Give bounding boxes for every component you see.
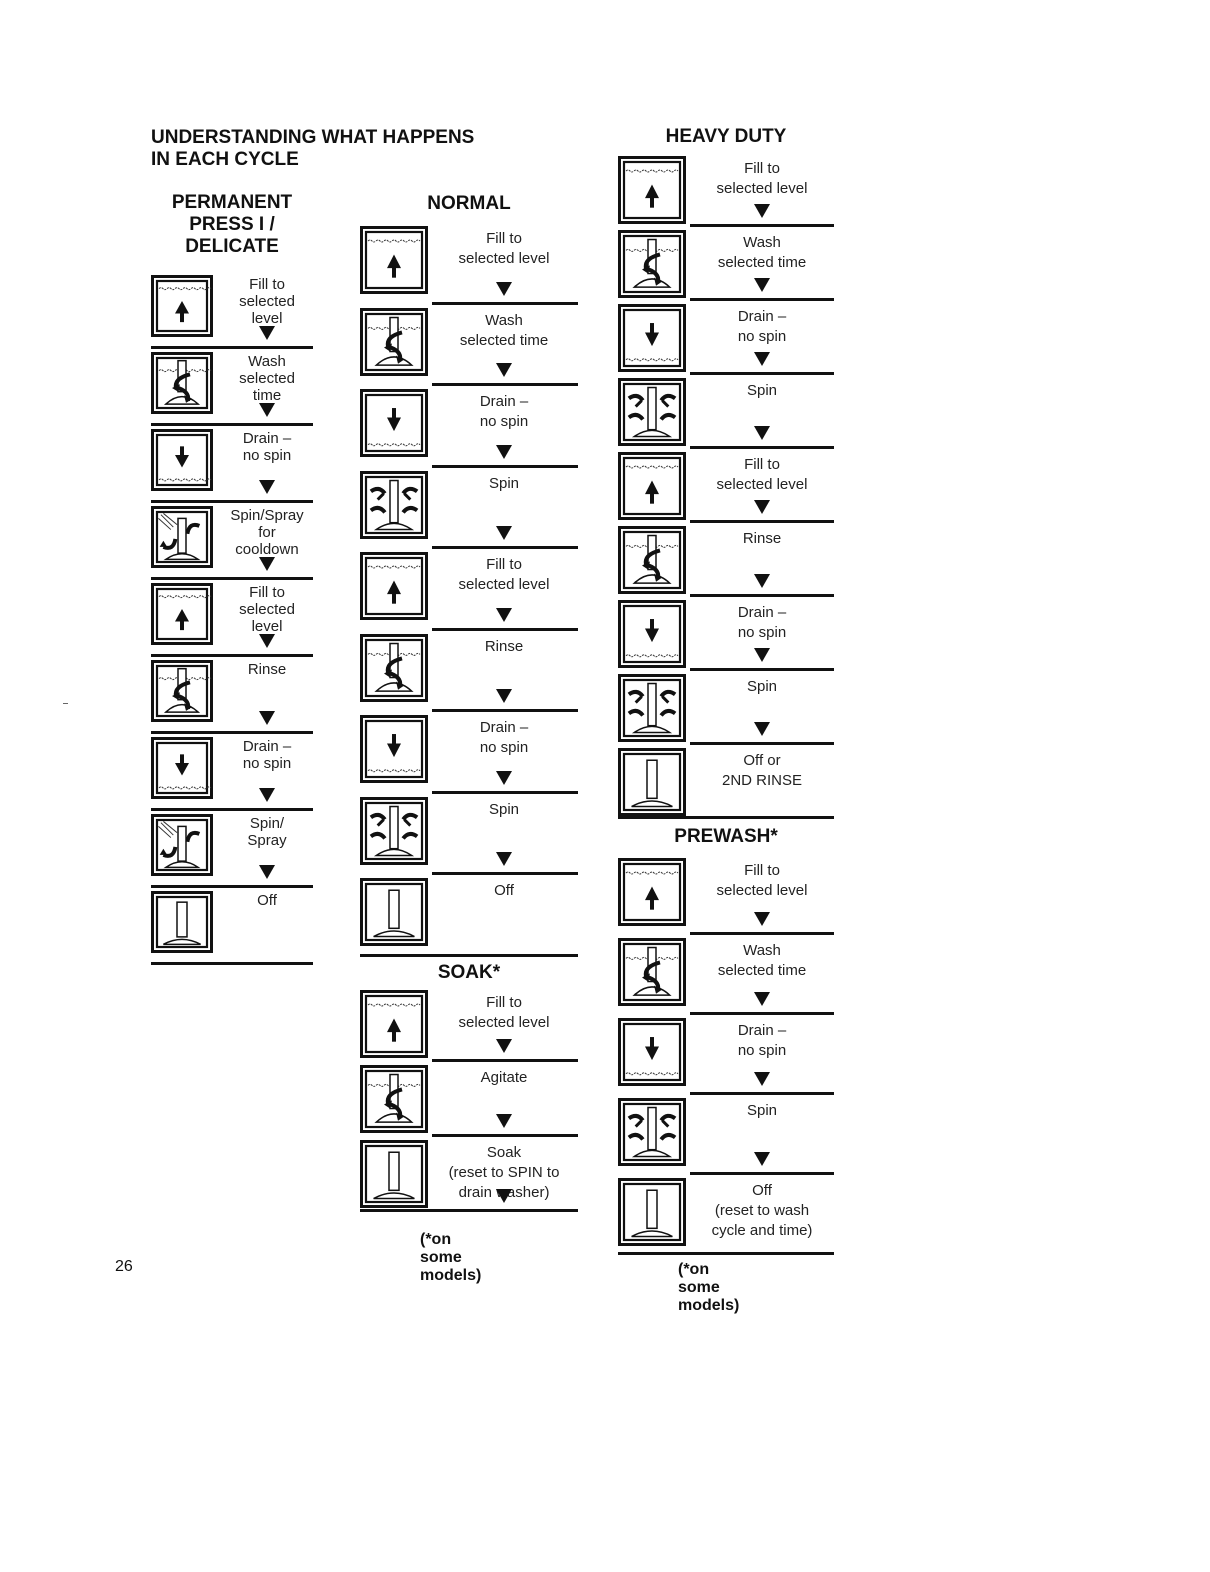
step-label-line: Fill to (486, 556, 522, 573)
step-label (432, 881, 576, 901)
step-label-line: cycle and time) (711, 1222, 813, 1239)
cycle-heading-line: PERMANENT (171, 192, 293, 213)
step-divider (690, 1172, 834, 1175)
step-label-line: Rinse (484, 637, 524, 655)
next-step-arrow (496, 282, 512, 296)
step-divider (432, 791, 578, 794)
cycle-heading-line: NORMAL (427, 193, 511, 214)
step-label-line: Spin (488, 800, 520, 818)
step-divider (432, 1059, 578, 1062)
next-step-arrow (754, 648, 770, 662)
step-label (690, 677, 834, 697)
step-divider (432, 709, 578, 712)
cycle-step (618, 674, 834, 748)
step-divider (432, 872, 578, 875)
cycle-heading-line: DELICATE (185, 236, 279, 257)
next-step-arrow (754, 204, 770, 218)
step-label-line: Spin (746, 1102, 778, 1119)
next-step-arrow (496, 771, 512, 785)
next-step-arrow (754, 352, 770, 366)
next-step-arrow (259, 788, 275, 802)
footnote: (*on some models) (678, 1261, 740, 1314)
agitator-off-icon (618, 1178, 686, 1251)
step-label-line: (reset to wash (714, 1202, 810, 1219)
cycle-step (151, 429, 313, 506)
step-label (690, 159, 834, 199)
step-label (690, 1181, 834, 1241)
step-divider (690, 372, 834, 375)
step-divider (690, 594, 834, 597)
page-title: UNDERSTANDING WHAT HAPPENS IN EACH CYCLE (151, 127, 475, 170)
step-divider (690, 668, 834, 671)
next-step-arrow (496, 526, 512, 540)
step-label-line: Rinse (247, 661, 287, 678)
next-step-arrow (754, 278, 770, 292)
cycle-step (151, 352, 313, 429)
cycle-heading-line: PREWASH* (674, 826, 778, 847)
cycle-step (618, 230, 834, 304)
step-label-line: selected (239, 370, 295, 387)
fill-tub-icon (151, 275, 213, 342)
step-label-line: no spin (242, 755, 292, 772)
agitator-wash-icon (618, 938, 686, 1011)
step-label (432, 1068, 576, 1088)
cycle-step (618, 1178, 834, 1258)
cycle-heading (618, 126, 834, 148)
cycle-step (360, 226, 578, 308)
agitator-wash-icon (618, 526, 686, 599)
step-label-line: Fill to (249, 276, 285, 293)
step-divider (151, 423, 313, 426)
spin-tub-icon (360, 797, 428, 870)
step-label (225, 353, 309, 404)
next-step-arrow (496, 852, 512, 866)
step-divider (432, 302, 578, 305)
spin-tub-icon (618, 674, 686, 747)
next-step-arrow (754, 912, 770, 926)
step-divider (151, 808, 313, 811)
step-divider (432, 628, 578, 631)
step-label-line: Drain – (242, 738, 292, 755)
next-step-arrow (754, 1152, 770, 1166)
step-label-line: Spin (746, 382, 778, 399)
drain-tub-icon (151, 737, 213, 804)
step-label-line: 2ND RINSE (721, 772, 803, 789)
cycle-step (360, 797, 578, 879)
step-label-line: selected level (716, 180, 808, 197)
drain-tub-icon (360, 389, 428, 462)
step-label-line: selected time (717, 254, 807, 271)
step-label (432, 555, 576, 595)
step-label-line: Spin (488, 474, 520, 492)
step-label-line: Wash (743, 234, 781, 251)
cycle-step (360, 878, 578, 960)
step-divider (690, 224, 834, 227)
step-label (225, 892, 309, 909)
agitator-off-icon (151, 891, 213, 958)
step-label (225, 738, 309, 772)
step-label-line: Drain – (479, 719, 529, 736)
step-label-line: Wash (485, 311, 523, 329)
agitator-wash-icon (360, 308, 428, 381)
spin-tub-icon (360, 471, 428, 544)
spin-spray-icon (151, 814, 213, 881)
cycle-step (618, 748, 834, 822)
step-divider (690, 1092, 834, 1095)
agitator-off-icon (360, 1140, 428, 1213)
drain-tub-icon (618, 304, 686, 377)
step-divider (690, 446, 834, 449)
cycle-step (360, 634, 578, 716)
next-step-arrow (496, 1189, 512, 1203)
cycle-heading (151, 192, 313, 258)
next-step-arrow (754, 992, 770, 1006)
step-label (690, 751, 834, 791)
cycle-heading-line: HEAVY DUTY (665, 126, 787, 147)
spin-spray-icon (151, 506, 213, 573)
step-label (225, 430, 309, 464)
cycle-step (151, 506, 313, 583)
next-step-arrow (496, 608, 512, 622)
step-divider (151, 885, 313, 888)
cycle-step (151, 814, 313, 891)
step-label-line: selected time (459, 331, 549, 349)
step-label-line: Agitate (480, 1069, 528, 1086)
step-label-line: drain washer) (458, 1184, 550, 1201)
step-label-line: Off (752, 1182, 772, 1199)
step-label (225, 815, 309, 849)
step-label-line: Rinse (742, 530, 782, 547)
step-divider (690, 298, 834, 301)
fill-tub-icon (618, 452, 686, 525)
step-label-line: Fill to (486, 230, 522, 247)
step-label (225, 507, 309, 558)
step-divider (690, 1012, 834, 1015)
step-label-line: Drain – (737, 604, 787, 621)
cycle-step (618, 378, 834, 452)
step-label (690, 941, 834, 981)
step-label (690, 529, 834, 549)
cycle-step (360, 552, 578, 634)
cycle-step (618, 600, 834, 674)
next-step-arrow (496, 1114, 512, 1128)
step-label-line: cooldown (235, 541, 299, 558)
agitator-wash-icon (151, 352, 213, 419)
step-label-line: for (258, 524, 276, 541)
step-label-line: Spin (746, 678, 778, 695)
step-label (225, 276, 309, 327)
cycle-step (360, 1065, 578, 1140)
cycle-step (151, 275, 313, 352)
fill-tub-icon (618, 156, 686, 229)
step-label-line: no spin (737, 624, 787, 641)
step-label (432, 637, 576, 657)
drain-tub-icon (360, 715, 428, 788)
step-label (690, 455, 834, 495)
cycle-step (618, 1018, 834, 1098)
cycle-step (151, 583, 313, 660)
agitator-wash-icon (360, 634, 428, 707)
fill-tub-icon (618, 858, 686, 931)
step-divider (360, 1209, 578, 1212)
step-divider (618, 1252, 834, 1255)
step-divider (360, 954, 578, 957)
step-label-line: time (252, 387, 282, 404)
step-label-line: no spin (479, 739, 529, 756)
cycle-heading-line: PRESS I / (189, 214, 275, 235)
agitator-off-icon (618, 748, 686, 821)
step-label-line: no spin (737, 328, 787, 345)
step-label-line: Drain – (737, 1022, 787, 1039)
step-label-line: Drain – (737, 308, 787, 325)
step-label (690, 861, 834, 901)
next-step-arrow (259, 865, 275, 879)
step-label (432, 474, 576, 494)
page-number: 26 (115, 1258, 133, 1275)
fill-tub-icon (360, 990, 428, 1063)
step-label-line: selected (239, 293, 295, 310)
step-label-line: selected time (717, 962, 807, 979)
next-step-arrow (754, 426, 770, 440)
step-label-line: Off or (743, 752, 781, 769)
step-label-line: Soak (486, 1144, 522, 1161)
step-label-line: level (251, 618, 283, 635)
step-label-line: Fill to (486, 994, 522, 1011)
step-label (690, 1021, 834, 1061)
step-label-line: level (251, 310, 283, 327)
step-divider (151, 500, 313, 503)
cycle-step (151, 891, 313, 968)
step-divider (151, 654, 313, 657)
step-divider (432, 465, 578, 468)
cycle-step (151, 660, 313, 737)
cycle-step (360, 990, 578, 1065)
step-label-line: Wash (743, 942, 781, 959)
next-step-arrow (259, 403, 275, 417)
fill-tub-icon (151, 583, 213, 650)
cycle-step (151, 737, 313, 814)
step-label-line: Drain – (242, 430, 292, 447)
next-step-arrow (754, 722, 770, 736)
cycle-step (618, 156, 834, 230)
next-step-arrow (754, 1072, 770, 1086)
step-label (690, 307, 834, 347)
step-divider (432, 383, 578, 386)
step-label-line: Spin/ (249, 815, 285, 832)
drain-tub-icon (151, 429, 213, 496)
step-divider (432, 1134, 578, 1137)
step-label (432, 800, 576, 820)
cycle-step (360, 308, 578, 390)
next-step-arrow (259, 326, 275, 340)
cycle-step (618, 526, 834, 600)
cycle-step (360, 1140, 578, 1215)
step-divider (432, 546, 578, 549)
step-label-line: selected level (716, 476, 808, 493)
cycle-step (618, 304, 834, 378)
step-label (432, 229, 576, 269)
next-step-arrow (259, 634, 275, 648)
step-label-line: Drain – (479, 393, 529, 410)
step-label-line: Spin/Spray (230, 507, 304, 524)
cycle-step (618, 858, 834, 938)
spin-tub-icon (618, 378, 686, 451)
step-divider (690, 742, 834, 745)
cycle-step (618, 1098, 834, 1178)
step-label (225, 584, 309, 635)
step-label-line: selected level (458, 1014, 550, 1031)
step-divider (690, 932, 834, 935)
fill-tub-icon (360, 552, 428, 625)
next-step-arrow (259, 557, 275, 571)
step-label (432, 718, 576, 758)
step-label (432, 993, 576, 1033)
step-label (690, 381, 834, 401)
step-label-line: selected level (458, 576, 550, 593)
agitator-wash-icon (360, 1065, 428, 1138)
step-label-line: no spin (479, 413, 529, 430)
step-label (690, 1101, 834, 1121)
cycle-step (360, 389, 578, 471)
step-label (690, 603, 834, 643)
step-divider (618, 816, 834, 819)
cycle-step (360, 471, 578, 553)
step-label-line: no spin (737, 1042, 787, 1059)
step-label (225, 661, 309, 678)
step-label-line: Off (257, 892, 277, 909)
cycle-heading (618, 826, 834, 848)
step-label-line: Fill to (744, 862, 780, 879)
next-step-arrow (259, 480, 275, 494)
step-label-line: selected (239, 601, 295, 618)
step-label-line: (reset to SPIN to (448, 1164, 560, 1181)
cycle-step (618, 452, 834, 526)
next-step-arrow (754, 500, 770, 514)
agitator-wash-icon (151, 660, 213, 727)
cycle-heading (360, 193, 578, 215)
step-label (432, 311, 576, 351)
spin-tub-icon (618, 1098, 686, 1171)
cycle-step (360, 715, 578, 797)
drain-tub-icon (618, 600, 686, 673)
step-label-line: Fill to (744, 160, 780, 177)
next-step-arrow (259, 711, 275, 725)
agitator-wash-icon (618, 230, 686, 303)
step-label-line: no spin (242, 447, 292, 464)
step-label-line: Off (494, 882, 514, 899)
footnote: (*on some models) (420, 1231, 482, 1284)
stray-mark (63, 703, 68, 704)
next-step-arrow (496, 1039, 512, 1053)
fill-tub-icon (360, 226, 428, 299)
next-step-arrow (496, 363, 512, 377)
step-label-line: Fill to (249, 584, 285, 601)
step-divider (151, 731, 313, 734)
step-divider (151, 346, 313, 349)
agitator-off-icon (360, 878, 428, 951)
step-label (690, 233, 834, 273)
step-label-line: Fill to (744, 456, 780, 473)
step-label-line: Spray (247, 832, 287, 849)
cycle-heading-line: SOAK* (437, 962, 501, 983)
step-label (432, 392, 576, 432)
step-label-line: selected level (716, 882, 808, 899)
step-divider (690, 520, 834, 523)
next-step-arrow (496, 445, 512, 459)
step-divider (151, 577, 313, 580)
next-step-arrow (754, 574, 770, 588)
cycle-heading (360, 962, 578, 984)
drain-tub-icon (618, 1018, 686, 1091)
cycle-step (618, 938, 834, 1018)
next-step-arrow (496, 689, 512, 703)
step-divider (151, 962, 313, 965)
step-label-line: Wash (248, 353, 286, 370)
step-label-line: selected level (458, 250, 550, 267)
